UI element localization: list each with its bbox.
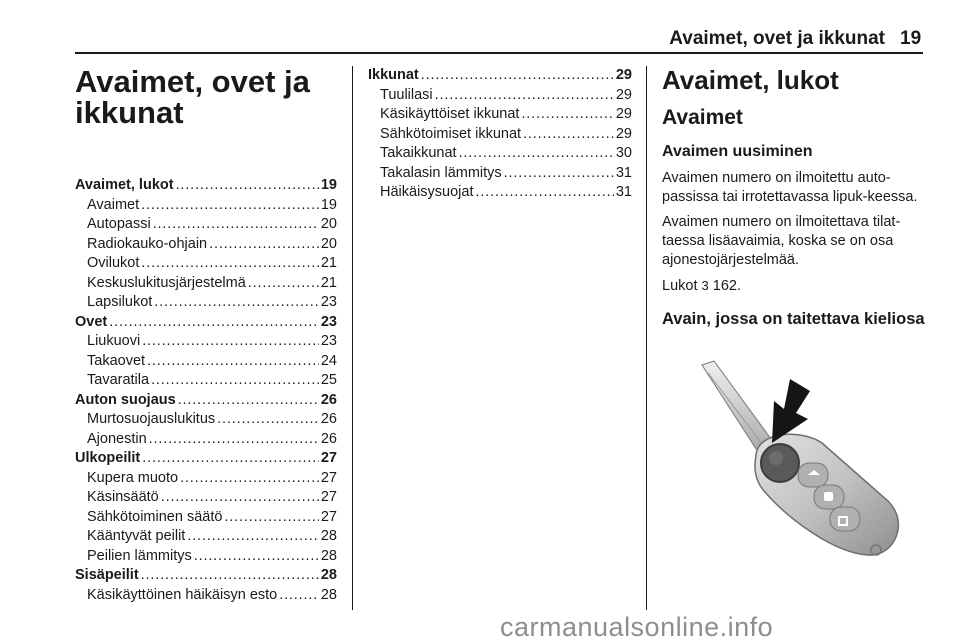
toc-subentry[interactable]: [75, 196, 337, 216]
toc-leader-dots: [142, 332, 319, 352]
toc-section-entry[interactable]: [75, 176, 337, 196]
toc-subentry[interactable]: [75, 293, 337, 313]
toc-leader-dots: [176, 176, 319, 196]
toc-list: [75, 176, 337, 605]
toc-subentry[interactable]: [75, 488, 337, 508]
toc-leader-dots: [180, 469, 319, 489]
column-divider-left: [352, 66, 353, 610]
toc-entry-page: 27: [320, 508, 337, 525]
toc-subentry[interactable]: [75, 410, 337, 430]
toc-entry-page: 24: [320, 352, 337, 369]
toc-entry-label: Murtosuojauslukitus: [87, 411, 216, 427]
toc-column-1: [75, 66, 337, 605]
toc-leader-dots: [523, 125, 614, 145]
trunk-button: [830, 507, 860, 531]
toc-entry-label: Keskuslukitusjärjestelmä: [87, 274, 246, 291]
chapter-title-line-2: ikkunat: [75, 95, 184, 130]
toc-entry-page: 29: [615, 67, 632, 83]
toc-entry-page: 21: [320, 255, 337, 271]
toc-entry-page: 27: [320, 489, 337, 505]
toc-subentry[interactable]: [75, 215, 337, 235]
toc-column-2: [368, 66, 632, 203]
toc-entry-page: 20: [320, 235, 337, 252]
toc-entry-page: 29: [615, 86, 632, 103]
toc-leader-dots: [224, 508, 318, 528]
toc-subentry[interactable]: [368, 105, 632, 125]
toc-subentry[interactable]: [75, 371, 337, 391]
paragraph-extra-keys: Avaimen numero on ilmoitettava tilat-taessa lisäavaimia, koska se on osa ajonestojärjestelmää.: [662, 214, 901, 268]
toc-entry-label: Peilien lämmitys: [87, 547, 192, 564]
toc-entry-page: 26: [320, 430, 337, 447]
toc-subentry[interactable]: [368, 86, 632, 106]
toc-leader-dots: [147, 352, 319, 372]
toc-entry-page: 29: [615, 125, 632, 142]
toc-subentry[interactable]: [75, 352, 337, 372]
toc-entry-page: 26: [320, 411, 337, 427]
toc-entry-label: Kääntyvät peilit: [87, 528, 186, 544]
blade-release-button: [761, 444, 799, 482]
toc-leader-dots: [154, 293, 319, 313]
toc-entry-label: Takaikkunat: [380, 145, 457, 161]
toc-section-entry[interactable]: [368, 66, 632, 86]
toc-entry-label: Tuulilasi: [380, 86, 433, 103]
toc-leader-dots: [421, 66, 614, 86]
toc-entry-label: Avaimet: [87, 196, 140, 213]
toc-entry-label: Radiokauko-ohjain: [87, 235, 208, 252]
toc-entry-label: Käsinsäätö: [87, 489, 159, 505]
toc-section-entry[interactable]: [75, 391, 337, 411]
toc-entry-page: 19: [320, 196, 337, 213]
toc-entry-page: 26: [320, 391, 337, 408]
toc-leader-dots: [248, 274, 319, 294]
toc-leader-dots: [476, 183, 614, 203]
section-subtitle: Avaimet: [662, 106, 743, 129]
toc-entry-page: 23: [320, 333, 337, 349]
toc-entry-label: Lapsilukot: [87, 294, 153, 310]
reference-arrow-icon: 3: [701, 278, 709, 293]
toc-entry-label: Tavaratila: [87, 372, 150, 388]
toc-subentry[interactable]: [368, 164, 632, 184]
toc-entry-page: 25: [320, 372, 337, 388]
toc-leader-dots: [151, 371, 319, 391]
toc-entry-label: Sähkötoiminen säätö: [87, 508, 223, 525]
toc-subentry[interactable]: [368, 183, 632, 203]
toc-entry-label: Kupera muoto: [87, 469, 179, 486]
toc-list-continued: [368, 66, 632, 203]
toc-entry-label: Sähkötoimiset ikkunat: [380, 125, 522, 142]
toc-entry-label: Auton suojaus: [75, 391, 176, 408]
toc-entry-page: 28: [320, 586, 337, 603]
toc-entry-label: Ikkunat: [368, 67, 419, 83]
toc-leader-dots: [178, 391, 319, 411]
cross-reference-page: 162.: [712, 278, 742, 294]
toc-entry-page: 27: [320, 469, 337, 486]
toc-subentry[interactable]: [75, 430, 337, 450]
toc-subentry[interactable]: [75, 235, 337, 255]
toc-section-entry[interactable]: [75, 449, 337, 469]
chapter-title-line-1: Avaimet, ovet ja: [75, 64, 310, 99]
toc-entry-page: 28: [320, 547, 337, 564]
toc-subentry[interactable]: [75, 332, 337, 352]
toc-entry-label: Liukuovi: [87, 333, 141, 349]
toc-entry-page: 30: [615, 145, 632, 161]
toc-subentry[interactable]: [75, 586, 337, 606]
toc-leader-dots: [459, 144, 614, 164]
toc-section-entry[interactable]: [75, 313, 337, 333]
toc-entry-label: Avaimet, lukot: [75, 177, 174, 193]
toc-entry-page: 28: [320, 528, 337, 544]
toc-entry-page: 23: [320, 294, 337, 310]
toc-entry-page: 27: [320, 450, 337, 466]
toc-entry-page: 31: [615, 184, 632, 200]
toc-entry-page: 28: [320, 567, 337, 583]
toc-leader-dots: [504, 164, 614, 184]
figure-heading: Avain, jossa on taitettava kieliosa: [662, 310, 925, 328]
toc-entry-page: 29: [615, 106, 632, 122]
toc-leader-dots: [141, 566, 319, 586]
toc-entry-page: 19: [320, 177, 337, 193]
paragraph-key-number: Avaimen numero on ilmoitettu auto-passissa tai irrotettavassa lipuk-keessa.: [662, 170, 918, 205]
toc-entry-label: Takaovet: [87, 352, 146, 369]
cross-reference-label: Lukot: [662, 278, 698, 294]
toc-entry-page: 23: [320, 313, 337, 330]
toc-entry-label: Sisäpeilit: [75, 567, 139, 583]
section-title: Avaimet, lukot: [662, 65, 839, 95]
toc-leader-dots: [153, 215, 319, 235]
toc-leader-dots: [109, 313, 319, 333]
toc-entry-label: Takalasin lämmitys: [380, 164, 502, 181]
toc-leader-dots: [141, 254, 318, 274]
toc-entry-label: Häikäisysuojat: [380, 184, 474, 200]
toc-leader-dots: [209, 235, 319, 255]
toc-leader-dots: [279, 586, 319, 606]
toc-leader-dots: [521, 105, 613, 125]
chapter-title: [75, 66, 337, 128]
toc-subentry[interactable]: [75, 527, 337, 547]
cross-reference[interactable]: [662, 276, 926, 296]
page-header-title: Avaimet, ovet ja ikkunat: [669, 28, 885, 49]
toc-leader-dots: [217, 410, 319, 430]
header-rule: [75, 52, 923, 54]
toc-leader-dots: [161, 488, 319, 508]
toc-entry-page: 31: [615, 164, 632, 181]
toc-entry-page: 21: [320, 274, 337, 291]
toc-subentry[interactable]: [75, 254, 337, 274]
toc-entry-label: Ajonestin: [87, 430, 147, 447]
toc-leader-dots: [187, 527, 319, 547]
toc-leader-dots: [435, 86, 614, 106]
watermark: carmanualsonline.info: [500, 612, 774, 642]
toc-subentry[interactable]: [75, 274, 337, 294]
toc-subentry[interactable]: [75, 469, 337, 489]
toc-entry-label: Käsikäyttöiset ikkunat: [380, 106, 520, 122]
toc-section-entry[interactable]: [75, 566, 337, 586]
toc-subentry[interactable]: [368, 144, 632, 164]
toc-entry-page: 20: [320, 216, 337, 232]
toc-entry-label: Autopassi: [87, 216, 151, 232]
column-divider-right: [646, 66, 647, 610]
toc-entry-label: Käsikäyttöinen häikäisyn esto: [87, 586, 278, 603]
toc-leader-dots: [149, 430, 319, 450]
page-number: 19: [900, 28, 922, 49]
sub-heading: Avaimen uusiminen: [662, 143, 813, 160]
folding-key-illustration: [662, 351, 924, 575]
content-column: [662, 66, 926, 580]
toc-leader-dots: [142, 449, 319, 469]
toc-entry-label: Ovet: [75, 313, 108, 330]
toc-subentry[interactable]: [75, 547, 337, 567]
toc-subentry[interactable]: [75, 508, 337, 528]
toc-entry-label: Ovilukot: [87, 255, 140, 271]
toc-leader-dots: [141, 196, 319, 216]
toc-subentry[interactable]: [368, 125, 632, 145]
toc-leader-dots: [194, 547, 319, 567]
toc-entry-label: Ulkopeilit: [75, 450, 141, 466]
